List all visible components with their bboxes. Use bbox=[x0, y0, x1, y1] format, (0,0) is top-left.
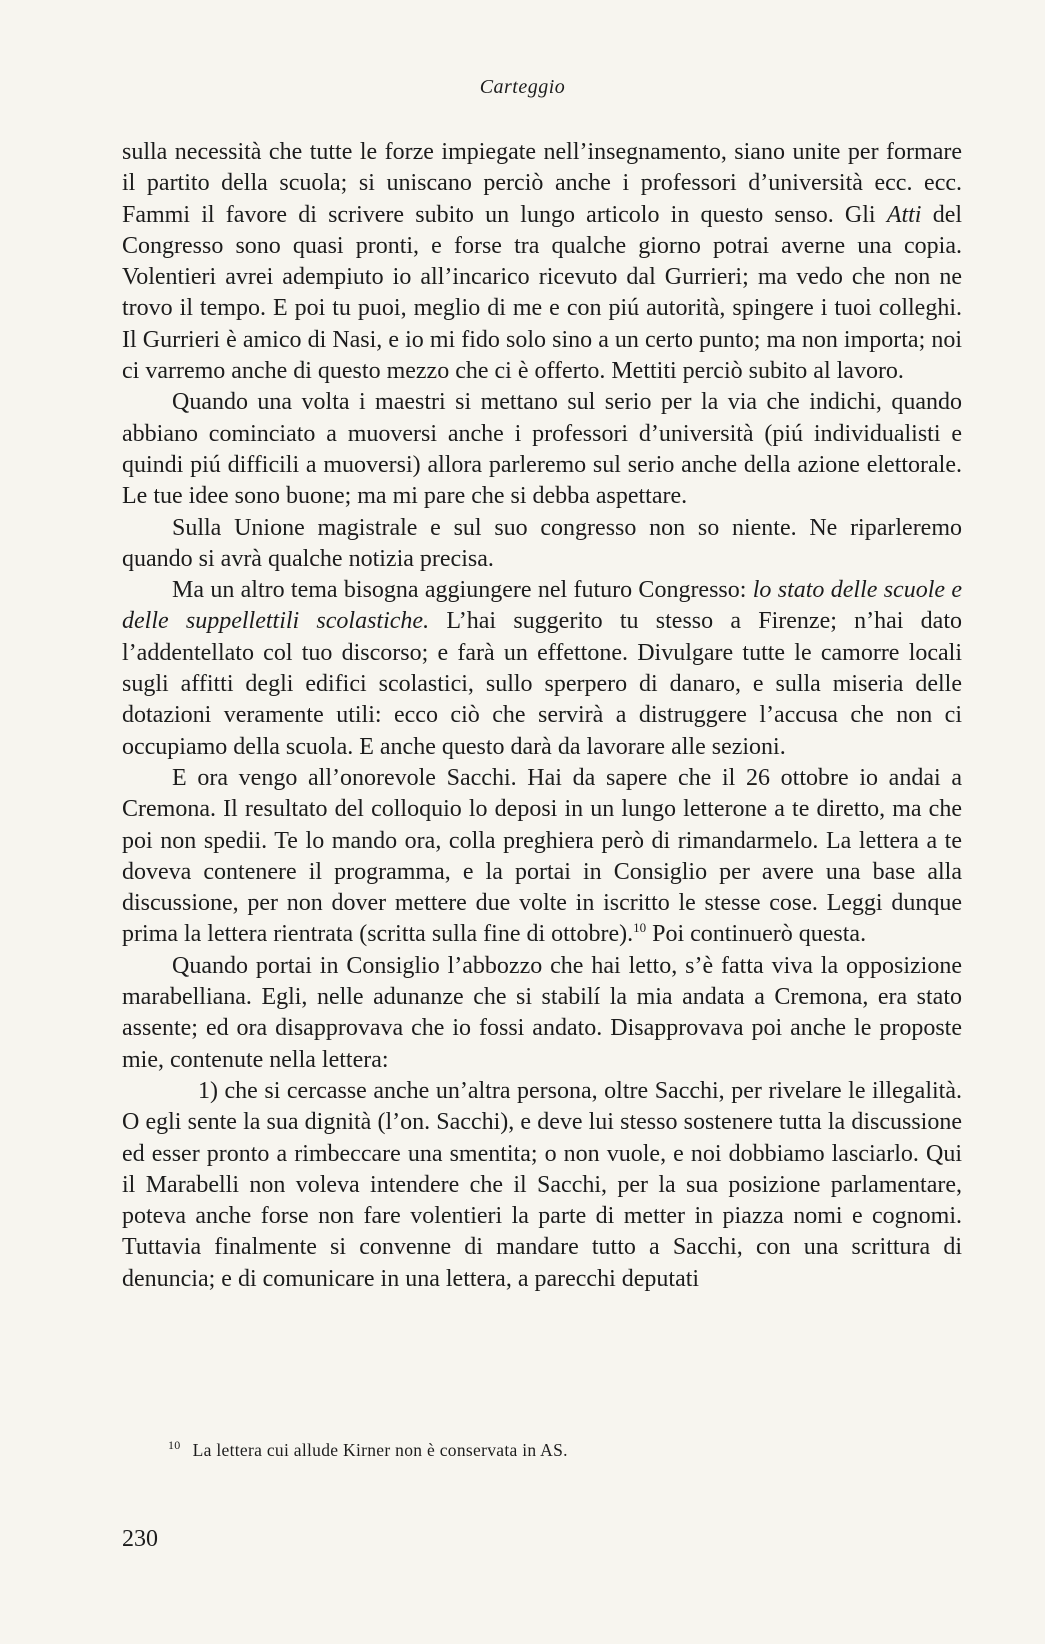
footnote-number: 10 bbox=[168, 1438, 181, 1452]
footnote-text: La lettera cui allude Kirner non è conservata in AS. bbox=[192, 1439, 568, 1460]
paragraph bbox=[122, 575, 962, 763]
body-text bbox=[122, 137, 962, 1295]
paragraph-text: L’hai suggerito tu stesso a Firenze; n’hai dato l’addentellato col tuo discorso; e farà un effettone. Divulgare tutte le camorre locali sugli affitti degli edifici scolastici, sullo sperpero di danaro, e sulla miseria delle dotazioni veramente utili: ecco ciò che servirà a distruggere l’accusa che non ci occupiamo della scuola. E anche questo darà da lavorare alle sezioni. bbox=[122, 608, 963, 760]
list-item: 1) che si cercasse anche un’altra persona, oltre Sacchi, per rivelare le illegalità. O egli sente la sua dignità (l’on. Sacchi), e deve lui stesso sostenere tutta la discussione ed esser pronto a rimbeccare una smentita; o non vuole, e noi dobbiamo lasciarlo. Qui il Marabelli non voleva intendere che il Sacchi, per la sua posizione parlamentare, poteva anche forse non fare volentieri la parte di metter in piazza nomi e cognomi. Tuttavia finalmente si convenne di mandare tutto a Sacchi, con una scrittura di denuncia; e di comunicare in una lettera, a parecchi deputati bbox=[122, 1077, 962, 1292]
paragraph: Quando una volta i maestri si mettano sul serio per la via che indichi, quando abbiano cominciato a muoversi anche i professori d’università (piú individualisti e quindi piú difficili a muoversi) allora parleremo sul serio anche della azione elettorale. Le tue idee sono buone; ma mi pare che si debba aspettare. bbox=[122, 389, 962, 510]
footnote-reference: 10 bbox=[633, 920, 647, 936]
paragraph-text: E ora vengo all’onorevole Sacchi. Hai da sapere che il 26 ottobre io andai a Cremona. Il resultato del colloquio lo deposi in un lungo letterone a te diretto, ma che poi non spedii. Te lo mando ora, colla preghiera però di rimandarmelo. La lettera a te doveva contenere il programma, e la portai in Consiglio per avere una base alla discussione, per non dover mettere due volte in iscritto le stesse cose. Leggi dunque prima la lettera rientrata (scritta sulla fine di ottobre). bbox=[122, 764, 962, 948]
paragraph-text: del Congresso sono quasi pronti, e forse tra qualche giorno potrai averne una copia. Volentieri avrei adempiuto io all’incarico ricevuto dal Gurrieri; ma vedo che non ne trovo il tempo. E poi tu puoi, meglio di me e con piú autorità, spingere i tuoi colleghi. Il Gurrieri è amico di Nasi, e io mi fido solo sino a un certo punto; ma non importa; noi ci varremo anche di questo mezzo che ci è offerto. Mettiti perciò subito al lavoro. bbox=[122, 201, 963, 385]
paragraph-text: sulla necessità che tutte le forze impiegate nell’insegnamento, siano unite per formare il partito della scuola; si uniscano perciò anche i professori d’università ecc. ecc. Fammi il favore di scrivere subito un lungo articolo in questo senso. Gli bbox=[122, 139, 962, 228]
page-number: 230 bbox=[122, 1526, 158, 1552]
paragraph-text: Ma un altro tema bisogna aggiungere nel futuro Congresso: bbox=[172, 577, 747, 604]
paragraph bbox=[122, 763, 962, 951]
running-title: Carteggio bbox=[479, 76, 566, 98]
paragraph bbox=[122, 137, 962, 387]
paragraph: Quando portai in Consiglio l’abbozzo che hai letto, s’è fatta viva la opposizione marabelliana. Egli, nelle adunanze che si stabilí la mia andata a Cremona, era stato assente; ed ora disapprovava che io fossi andato. Disapprovava poi anche le proposte mie, contenute nella lettera: bbox=[122, 952, 962, 1073]
italic-title: Atti bbox=[886, 201, 922, 228]
paragraph: Sulla Unione magistrale e sul suo congresso non so niente. Ne riparleremo quando si avrà qualche notizia precisa. bbox=[122, 514, 962, 572]
footnote bbox=[168, 1438, 968, 1461]
italic-title: lo stato delle scuole e delle suppellettili scolastiche. bbox=[122, 577, 962, 635]
paragraph-text: Poi continuerò questa. bbox=[652, 921, 867, 948]
